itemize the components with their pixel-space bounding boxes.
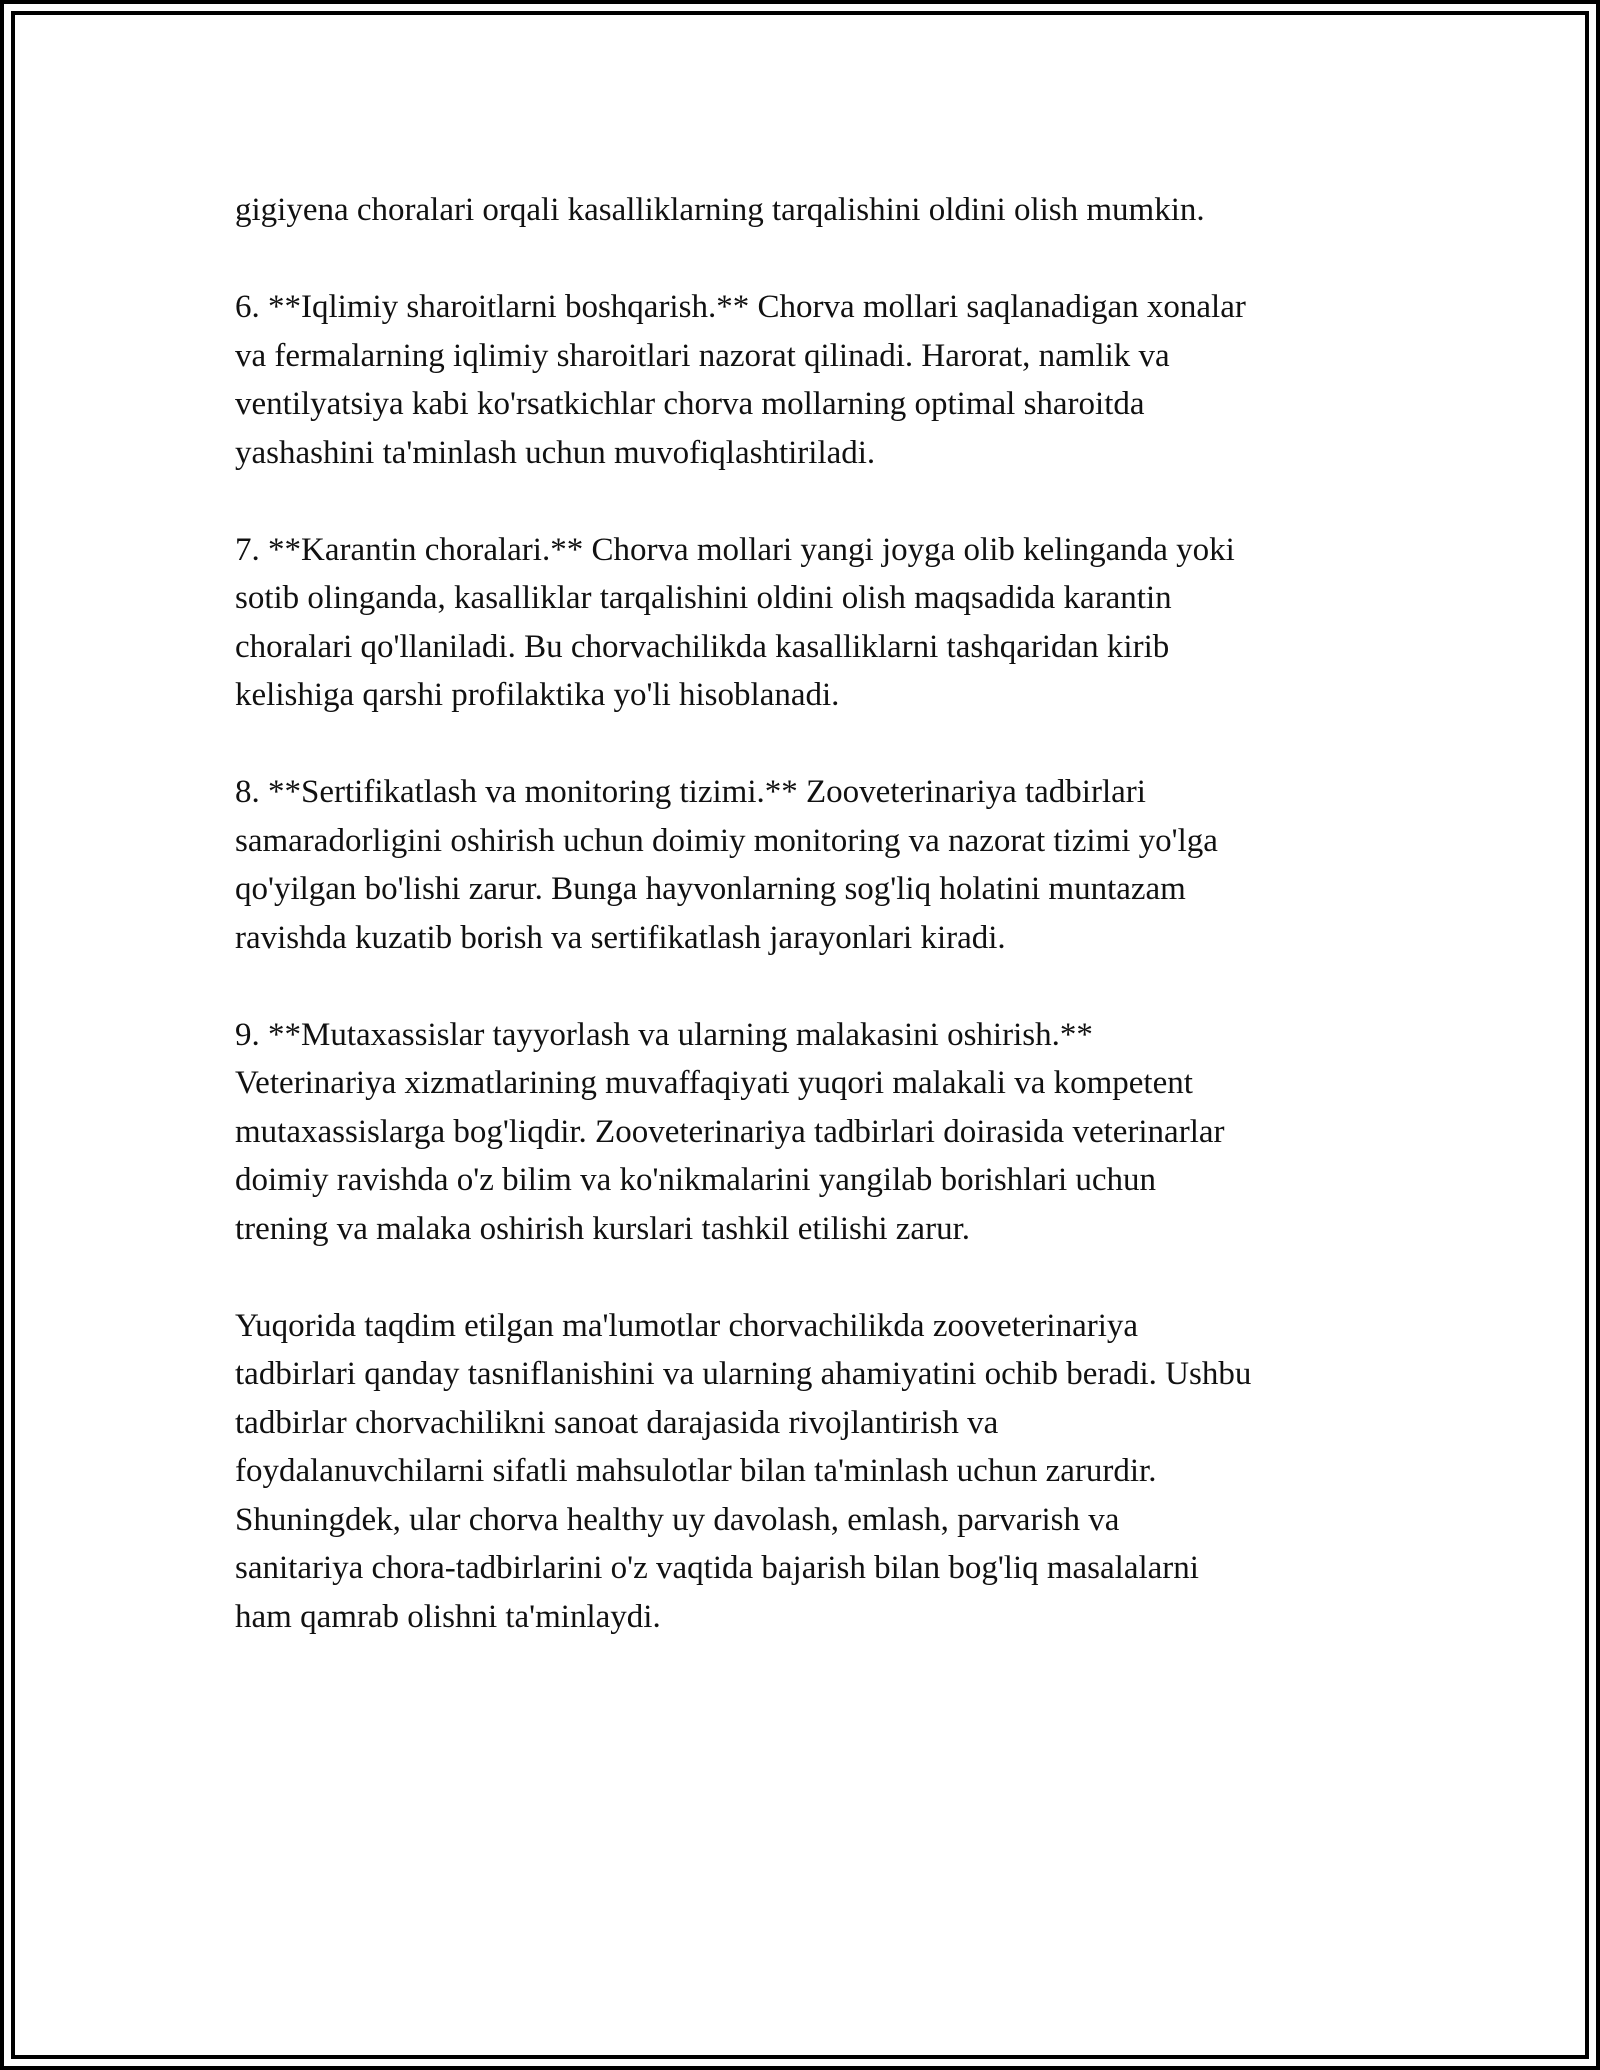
paragraph-specialist-training: 9. **Mutaxassislar tayyorlash va ularning malakasini oshirish.** Veterinariya xizmatlarining muvaffaqiyati yuqori malakali va kompetent mutaxassislarga bog'liqdir. Zooveterinariya tadbirlari doirasida veterinarlar doimiy ravishda o'z bilim va ko'nikmalarini yangilab borishlari uchun trening va malaka oshirish kurslari tashkil etilishi zarur. [235,1016,1225,1247]
paragraph-certification-monitoring: 8. **Sertifikatlash va monitoring tizimi.** Zooveterinariya tadbirlari samaradorligini oshirish uchun doimiy monitoring va nazorat tizimi yo'lga qo'yilgan bo'lishi zarur. Bunga hayvonlarning sog'liq holatini muntazam ravishda kuzatib borish va sertifikatlash jarayonlari kiradi. [235,774,1218,956]
document-body [235,186,1375,1690]
paragraph-hygiene-continuation: gigiyena choralari orqali kasalliklarning tarqalishini oldini olish mumkin. [235,192,1205,228]
paragraph-conclusion: Yuqorida taqdim etilgan ma'lumotlar chorvachilikda zooveterinariya tadbirlari qanday tasniflanishini va ularning ahamiyatini ochib beradi. Ushbu tadbirlar chorvachilikni sanoat darajasida rivojlantirish va foydalanuvchilarni sifatli mahsulotlar bilan ta'minlash uchun zarurdir. Shuningdek, ular chorva healthy uy davolash, emlash, parvarish va sanitariya chora-tadbirlarini o'z vaqtida bajarish bilan bog'liq masalalarni ham qamrab olishni ta'minlaydi. [235,1307,1252,1635]
paragraph-climate-control: 6. **Iqlimiy sharoitlarni boshqarish.** Chorva mollari saqlanadigan xonalar va fermalarning iqlimiy sharoitlari nazorat qilinadi. Harorat, namlik va ventilyatsiya kabi ko'rsatkichlar chorva mollarning optimal sharoitda yashashini ta'minlash uchun muvofiqlashtiriladi. [235,289,1246,471]
paragraph-quarantine: 7. **Karantin choralari.** Chorva mollari yangi joyga olib kelinganda yoki sotib olinganda, kasalliklar tarqalishini oldini olish maqsadida karantin choralari qo'llaniladi. Bu chorvachilikda kasalliklarni tashqaridan kirib kelishiga qarshi profilaktika yo'li hisoblanadi. [235,531,1235,713]
